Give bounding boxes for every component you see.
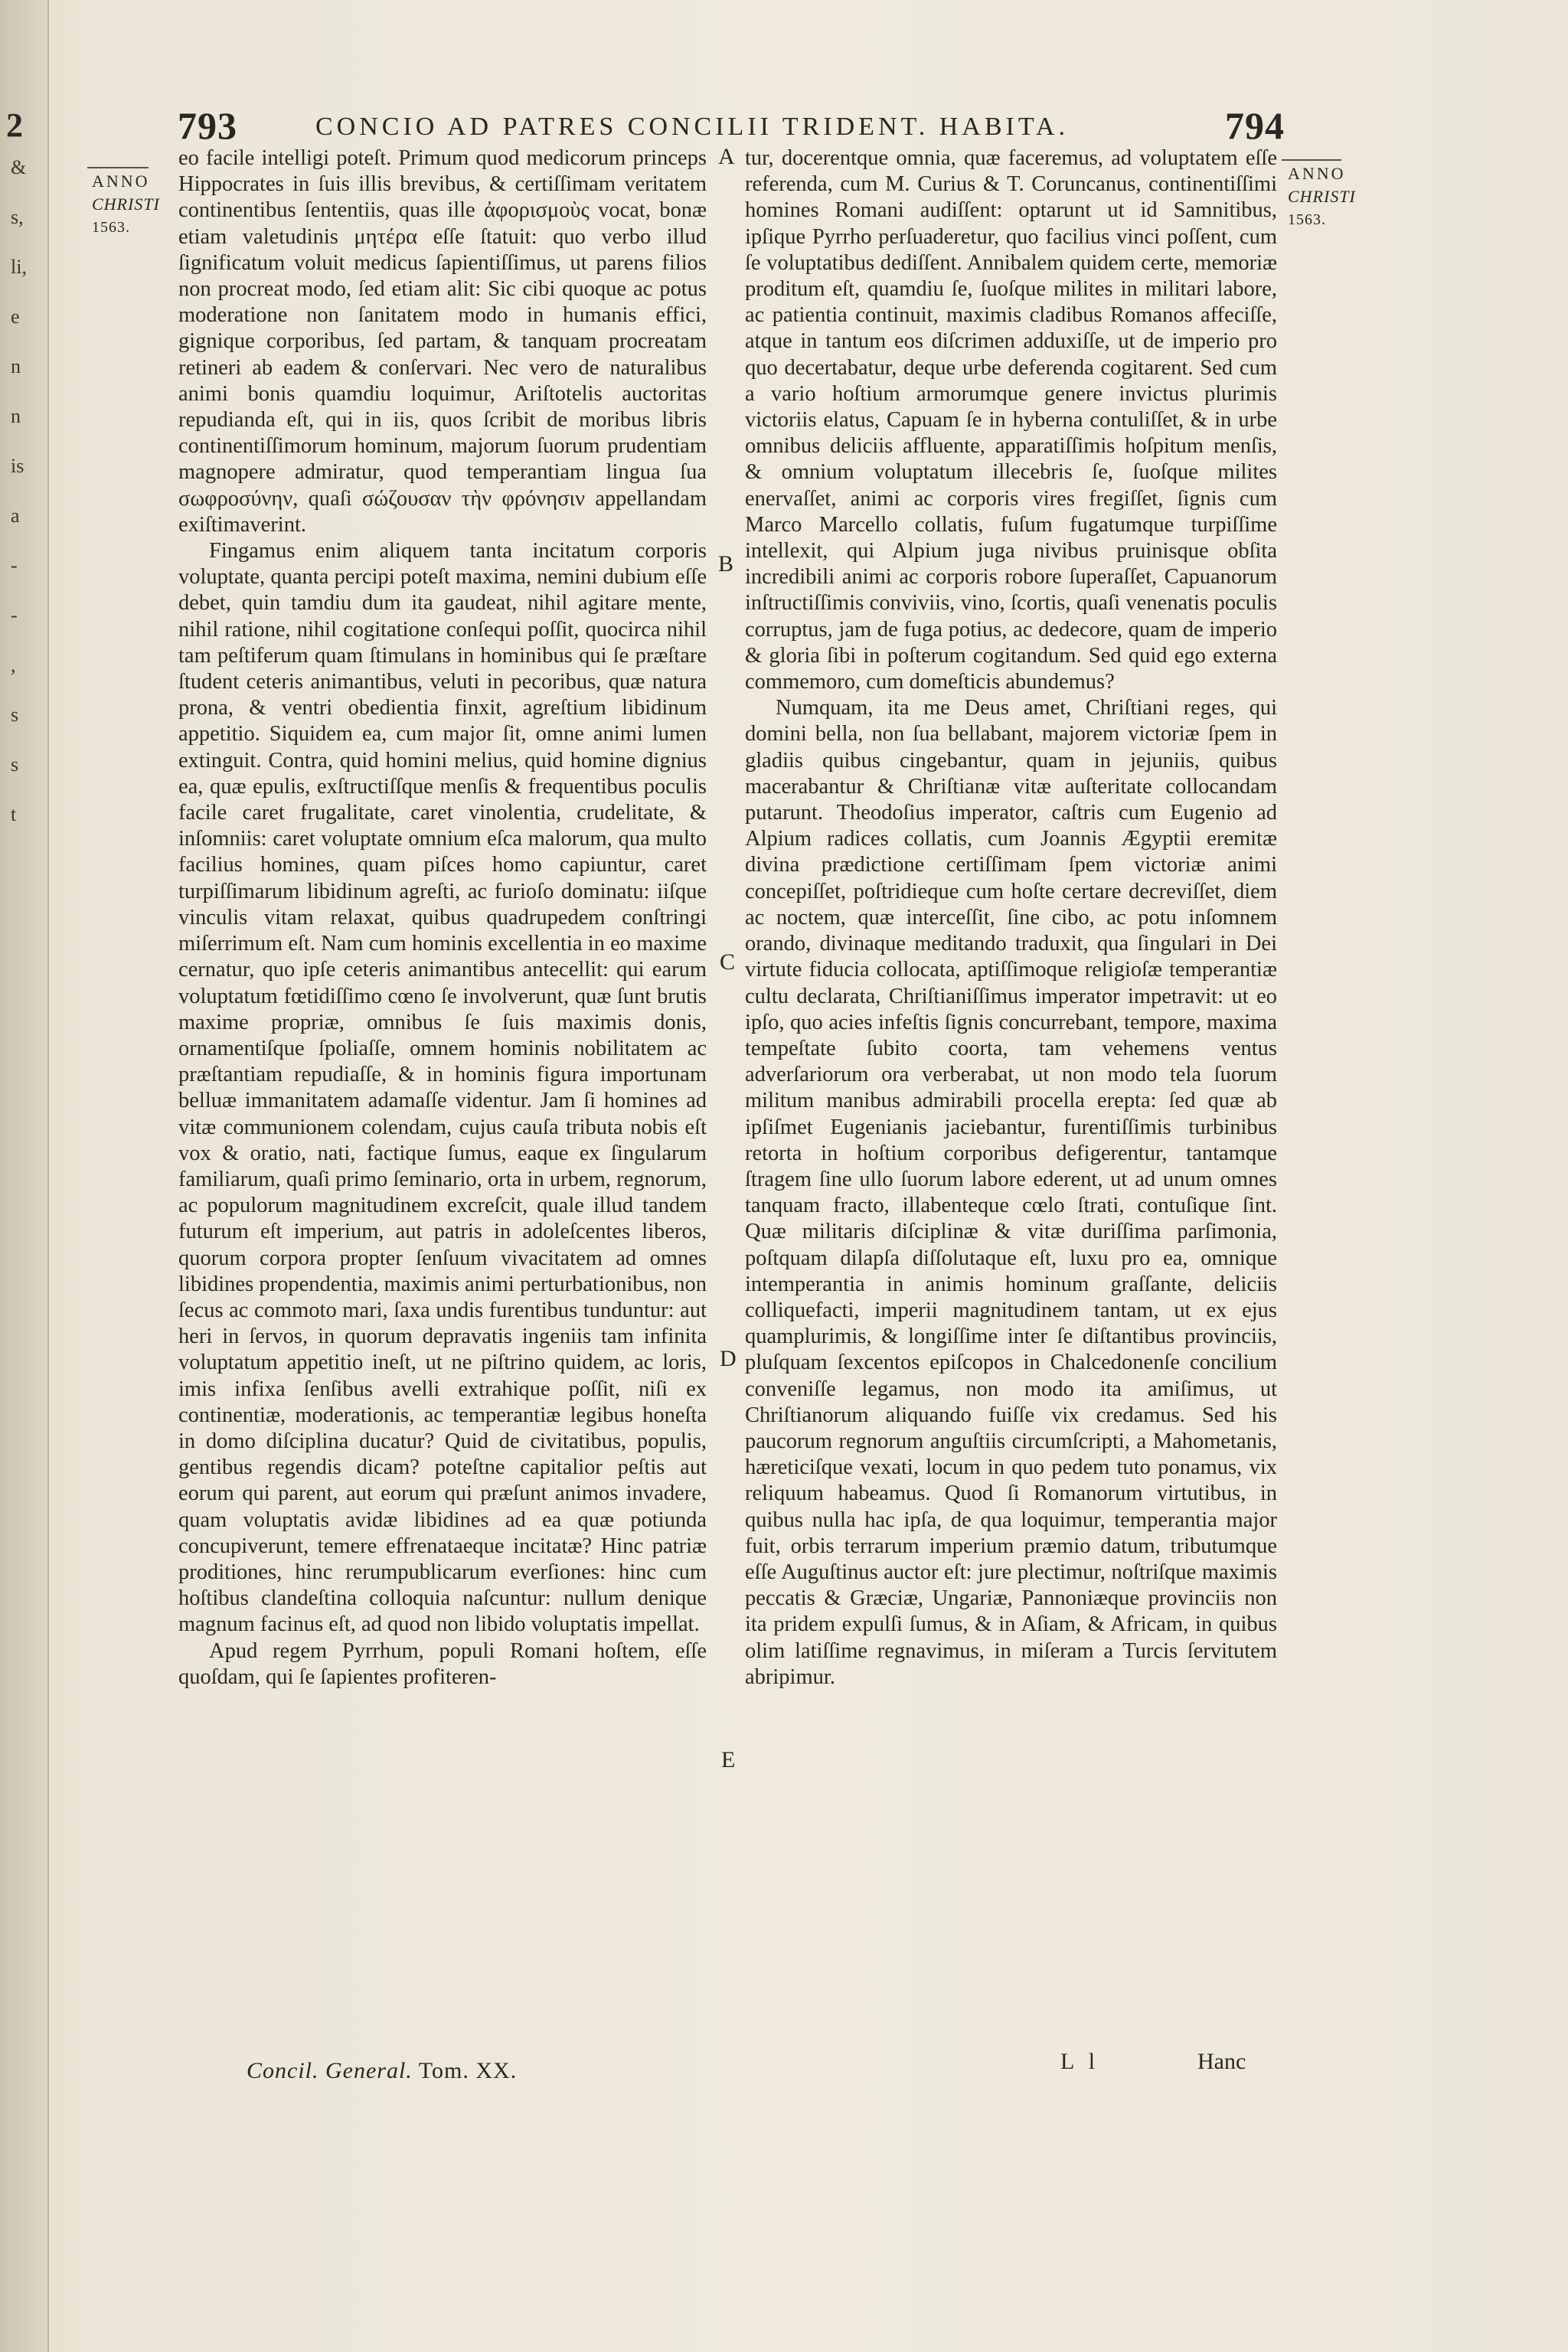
gutter-letter: s, [11,206,24,228]
running-header [178,103,1295,149]
paragraph: Fingamus enim aliquem tanta incitatum corporis voluptate, quanta percipi poteſt maxima, nemini dubium eſſe debet, quin tamdiu dum ita gaudeat, nihil agitare mente, nihil ratione, nihil cogitatione conſequi poſſit, quocirca nihil tam peſtiferum quam ſtimulans in hominibus qui ſe præſtare ſtudent ceteris animantibus, veluti in pecoribus, quæ natura prona, & ventri obedientia finxit, agreſtium libidinum appetitio. Siquidem ea, cum major ſit, omne animi lumen extinguit. Contra, quid homini melius, quid homine dignius ea, quæ epulis, exſtructiſſque menſis & frequentibus poculis facile caret frugalitate, caret vinolentia, crudelitate, & inſomniis: caret voluptate omnium eſca malorum, qua multo facilius homines, quam piſces homo capiuntur, caret turpiſſimarum libidinum agreſti, ac furioſo dominatu: iiſque vinculis vitam relaxat, quibus quadrupedem conſtringi miſerrimum eſt. Nam cum hominis excellentia in eo maxime cernatur, quo ipſe ceteris animantibus antecellit: qui earum voluptatum fœtidiſſimo cœno ſe involverunt, quæ ſunt brutis maxime propriæ, omnibus ſe ſuis maximis donis, ornamentiſque ſpoliaſſe, omnem hominis nobilitatem ac præſtantiam repudiaſſe, & in hominis figura importunam belluæ immanitatem adamaſſe videntur. Jam ſi homines ad vitæ communionem colendam, cujus cauſa tributa nobis eſt vox & oratio, nati, factique ſumus, eaque ex ſingularum familiarum, quaſi primo ſeminario, orta in urbem, regnorum, ac populorum magnitudinem excreſcit, quale illud tandem futurum eſt imperium, aut patris in adoleſcentes liberos, quorum corpora propter ſenſuum vivacitatem ad omnes libidines propendentia, maximis animi perturbationibus, non ſecus ac commoto mari, ſaxa undis furentibus tunduntur: aut heri in ſervos, in quorum depravatis ingeniis tam infinita voluptatum appetitio ineſt, ut ne piſtrino quidem, ac loris, imis infixa ſenſibus avelli extrahique poſſit, niſi ex continentiæ, moderationis, ac temperantiæ legibus honeſta in domo diſciplina ducatur? Quid de civitatibus, populis, gentibus regendis dicam? poteſtne capitalior peſtis aut eorum qui parent, aut eorum qui præſunt animos invadere, quam voluptatis avidæ libidines ad ea quæ potiunda concupiverunt, temere effrenataeque incitatæ? Hinc patriæ proditiones, hinc rerumpublicarum everſiones: hinc cum hoſtibus clandeſtina colloquia naſcuntur: nullum denique magnum facinus eſt, ad quod non libido voluptatis impellat. [178,539,707,1637]
section-mark-a: A [718,144,735,169]
paragraph: Numquam, ita me Deus amet, Chriſtiani reges, qui domini bella, non ſua bellabant, majorem victoriæ ſpem in gladiis quibus cingebantur, quam in jejuniis, quibus macerabantur & Chriſtianæ vitæ auſteritate collocandam putarunt. Theodoſius imperator, caſtris cum Eugenio ad Alpium radices collatis, cum Joannis Ægyptii eremitæ divina prædictione certiſſimam ſpem victoriæ animi concepiſſet, poſtridieque cum hoſte certare decreviſſet, diem ac noctem, quæ interceſſit, ſine cibo, ac potu inſomnem orando, divinaque meditando traduxit, qua ſingulari in Dei virtute fiducia collocata, aptiſſimoque religioſæ temperantiæ cultu declarata, Chriſtianiſſimus imperator impetravit: ut eo ipſo, quo acies infeſtis ſignis concurrebant, tempore, maxima tempeſtate ſubito coorta, tam vehemens ventus adverſariorum ora verberabat, ut non modo tela ſuorum militum manibus admirabili procella erepta: ſed quæ ab ipſiſmet Eugenianis jaciebantur, furentiſſimis turbinibus retorta in hoſtium corporibus defigerentur, tantamque ſtragem ſine ullo ſuorum labore ederent, ut ad unum omnes tanquam fracto, illabenteque cœlo ſtrati, contuſique ſint. Quæ militaris diſciplinæ & vitæ duriſſima parſimonia, poſtquam dilapſa diſſolutaque eſt, luxu pro ea, omnique intemperantia in animis hominum graſſante, deliciis colliquefacti, imperii magnitudinem tantam, ut ex ejus quamplurimis, & longiſſime inter ſe diſtantibus provinciis, pluſquam ſexcentos epiſcopos in Chalcedonenſe concilium conveniſſe legamus, non modo ita amiſimus, ut Chriſtianorum aliquando fuiſſe vix credamus. Sed his paucorum regnorum anguſtiis circumſcripti, a Mahometanis, hæreticiſque vexati, locum in quo pedem tuto ponamus, vix reliquum habeamus. Quod ſi Romanorum virtutibus, in quibus nulla hac ipſa, de qua loquimur, temperantia major fuit, orbis terrarum imperium præmio datum, tributumque eſſe Auguſtinus auctor eſt: jure plectimur, noſtriſque maximis peccatis & Græciæ, Ungariæ, Pannoniæque provinciis non ita pridem expulſi ſumus, & in Aſiam, & Africam, in quibus olim latiſſime regnavimus, in miſeram a Turcis ſervitutem abripimur. [745,696,1277,1689]
text-column-right [745,145,1277,1690]
section-mark-b: B [718,551,734,577]
gathering-signature: L l [1060,2049,1100,2074]
gutter-letter: a [11,505,20,527]
paragraph: Apud regem Pyrrhum, populi Romani hoſtem, eſſe quoſdam, qui ſe ſapientes profiteren- [178,1638,707,1689]
gutter-letter: li, [11,256,27,278]
section-mark-c: C [720,949,736,975]
margin-note-right [1288,162,1356,231]
gutter-letter: e [11,305,20,328]
margin-anno: ANNO [1288,164,1346,183]
margin-year: 1563. [1288,211,1326,228]
margin-christi: CHRISTI [92,194,160,214]
margin-christi: CHRISTI [1288,187,1356,206]
page-number-left: 793 [178,104,237,147]
margin-anno: ANNO [92,172,150,191]
margin-year: 1563. [92,219,130,236]
gutter-letter: s [11,753,19,776]
margin-note-left [92,170,160,239]
gutter-letter: & [11,156,27,178]
volume-signature [247,2058,517,2084]
volume-title: Concil. General. [247,2058,413,2083]
gutter-letter: is [11,455,24,477]
text-column-left [178,145,707,1690]
gutter-letter: , [11,654,16,676]
section-mark-d: D [720,1346,737,1371]
gutter-letter: - [11,554,18,577]
gutter-letter: s [11,704,19,726]
paragraph: tur, docerentque omnia, quæ faceremus, ad voluptatem eſſe referenda, cum M. Curius & T. Coruncanus, continentiſſimi homines Romani audiſſent: optarunt ut id Samnitibus, ipſique Pyrrho perſuaderetur, quo facilius vinci poſſent, cum ſe voluptatibus dediſſent. Annibalem quidem certe, memoriæ proditum eſt, quamdiu ſe, ſuoſque milites in militari labore, ac patientia continuit, maximis cladibus Romanos affeciſſe, atque in tantum eos diſcrimen adduxiſſe, ut de imperio pro quo decertabatur, deque urbe deferenda cogitarent. Sed cum a vario hoſtium armorumque genere invictus plurimis victoriis elatus, Capuam ſe in hyberna contuliſſet, & in urbe omnibus deliciis affluente, apparatiſſimis hoſpitum menſis, & omnium voluptatum illecebris ſe, ſuoſque milites enervaſſet, animi ac corporis vires fregiſſet, ſignis cum Marco Marcello collatis, fuſum fugatumque turpiſſime intellexit, qui Alpium juga nivibus pruinisque obſita incredibili animi ac corporis robore ſuperaſſet, Capuanorum inſtructiſſimis conviviis, vino, ſcortis, quaſi venenatis poculis corruptus, jam de fuga potius, ac dedecore, quam de imperio & gloria ſibi in poſterum cogitandum. Sed quid ego externa commemoro, cum domeſticis abundemus? [745,146,1277,694]
facing-page-edge [0,0,49,2352]
gutter-letters [11,142,27,839]
gutter-letter: t [11,803,17,825]
section-mark-e: E [721,1747,736,1772]
running-title: CONCIO AD PATRES CONCILII TRIDENT. HABITA. [315,113,1069,141]
gutter-letter: n [11,355,21,377]
paragraph: eo facile intelligi poteſt. Primum quod medicorum princeps Hippocrates in ſuis illis brevibus, & certiſſimam veritatem continentibus ſententiis, quas ille ἀφορισμοὺς vocat, bonæ etiam valetudinis μητέρα eſſe ſtatuit: quo verbo illud ſignificatum voluit medicus ſapientiſſimus, ut parens filios non procreat modo, ſed etiam alit: Sic cibi quoque ac potus moderatione non ſanitatem modo in humanis effici, gignique corporibus, ſed partam, & tanquam procreatam retineri ab eadem & conſervari. Nec vero de naturalibus animi bonis quamdiu loquimur, Ariſtotelis auctoritas repudianda eſt, qui in iis, quos ſcribit de moribus libris continentiſſimorum hominum, majorum ſuorum prudentiam magnopere admiratur, quod temperantiam lingua ſua σωφροσύνην, quaſi σώζουσαν τὴν φρόνησιν appellandam exiſtimaverint. [178,146,707,537]
gutter-letter: - [11,604,18,626]
volume-tome: Tom. XX. [412,2058,518,2083]
gutter-letter: n [11,405,21,427]
page-number-right: 794 [1225,104,1285,147]
gutter-glyph: 2 [6,106,23,144]
catchword: Hanc [1197,2049,1246,2074]
